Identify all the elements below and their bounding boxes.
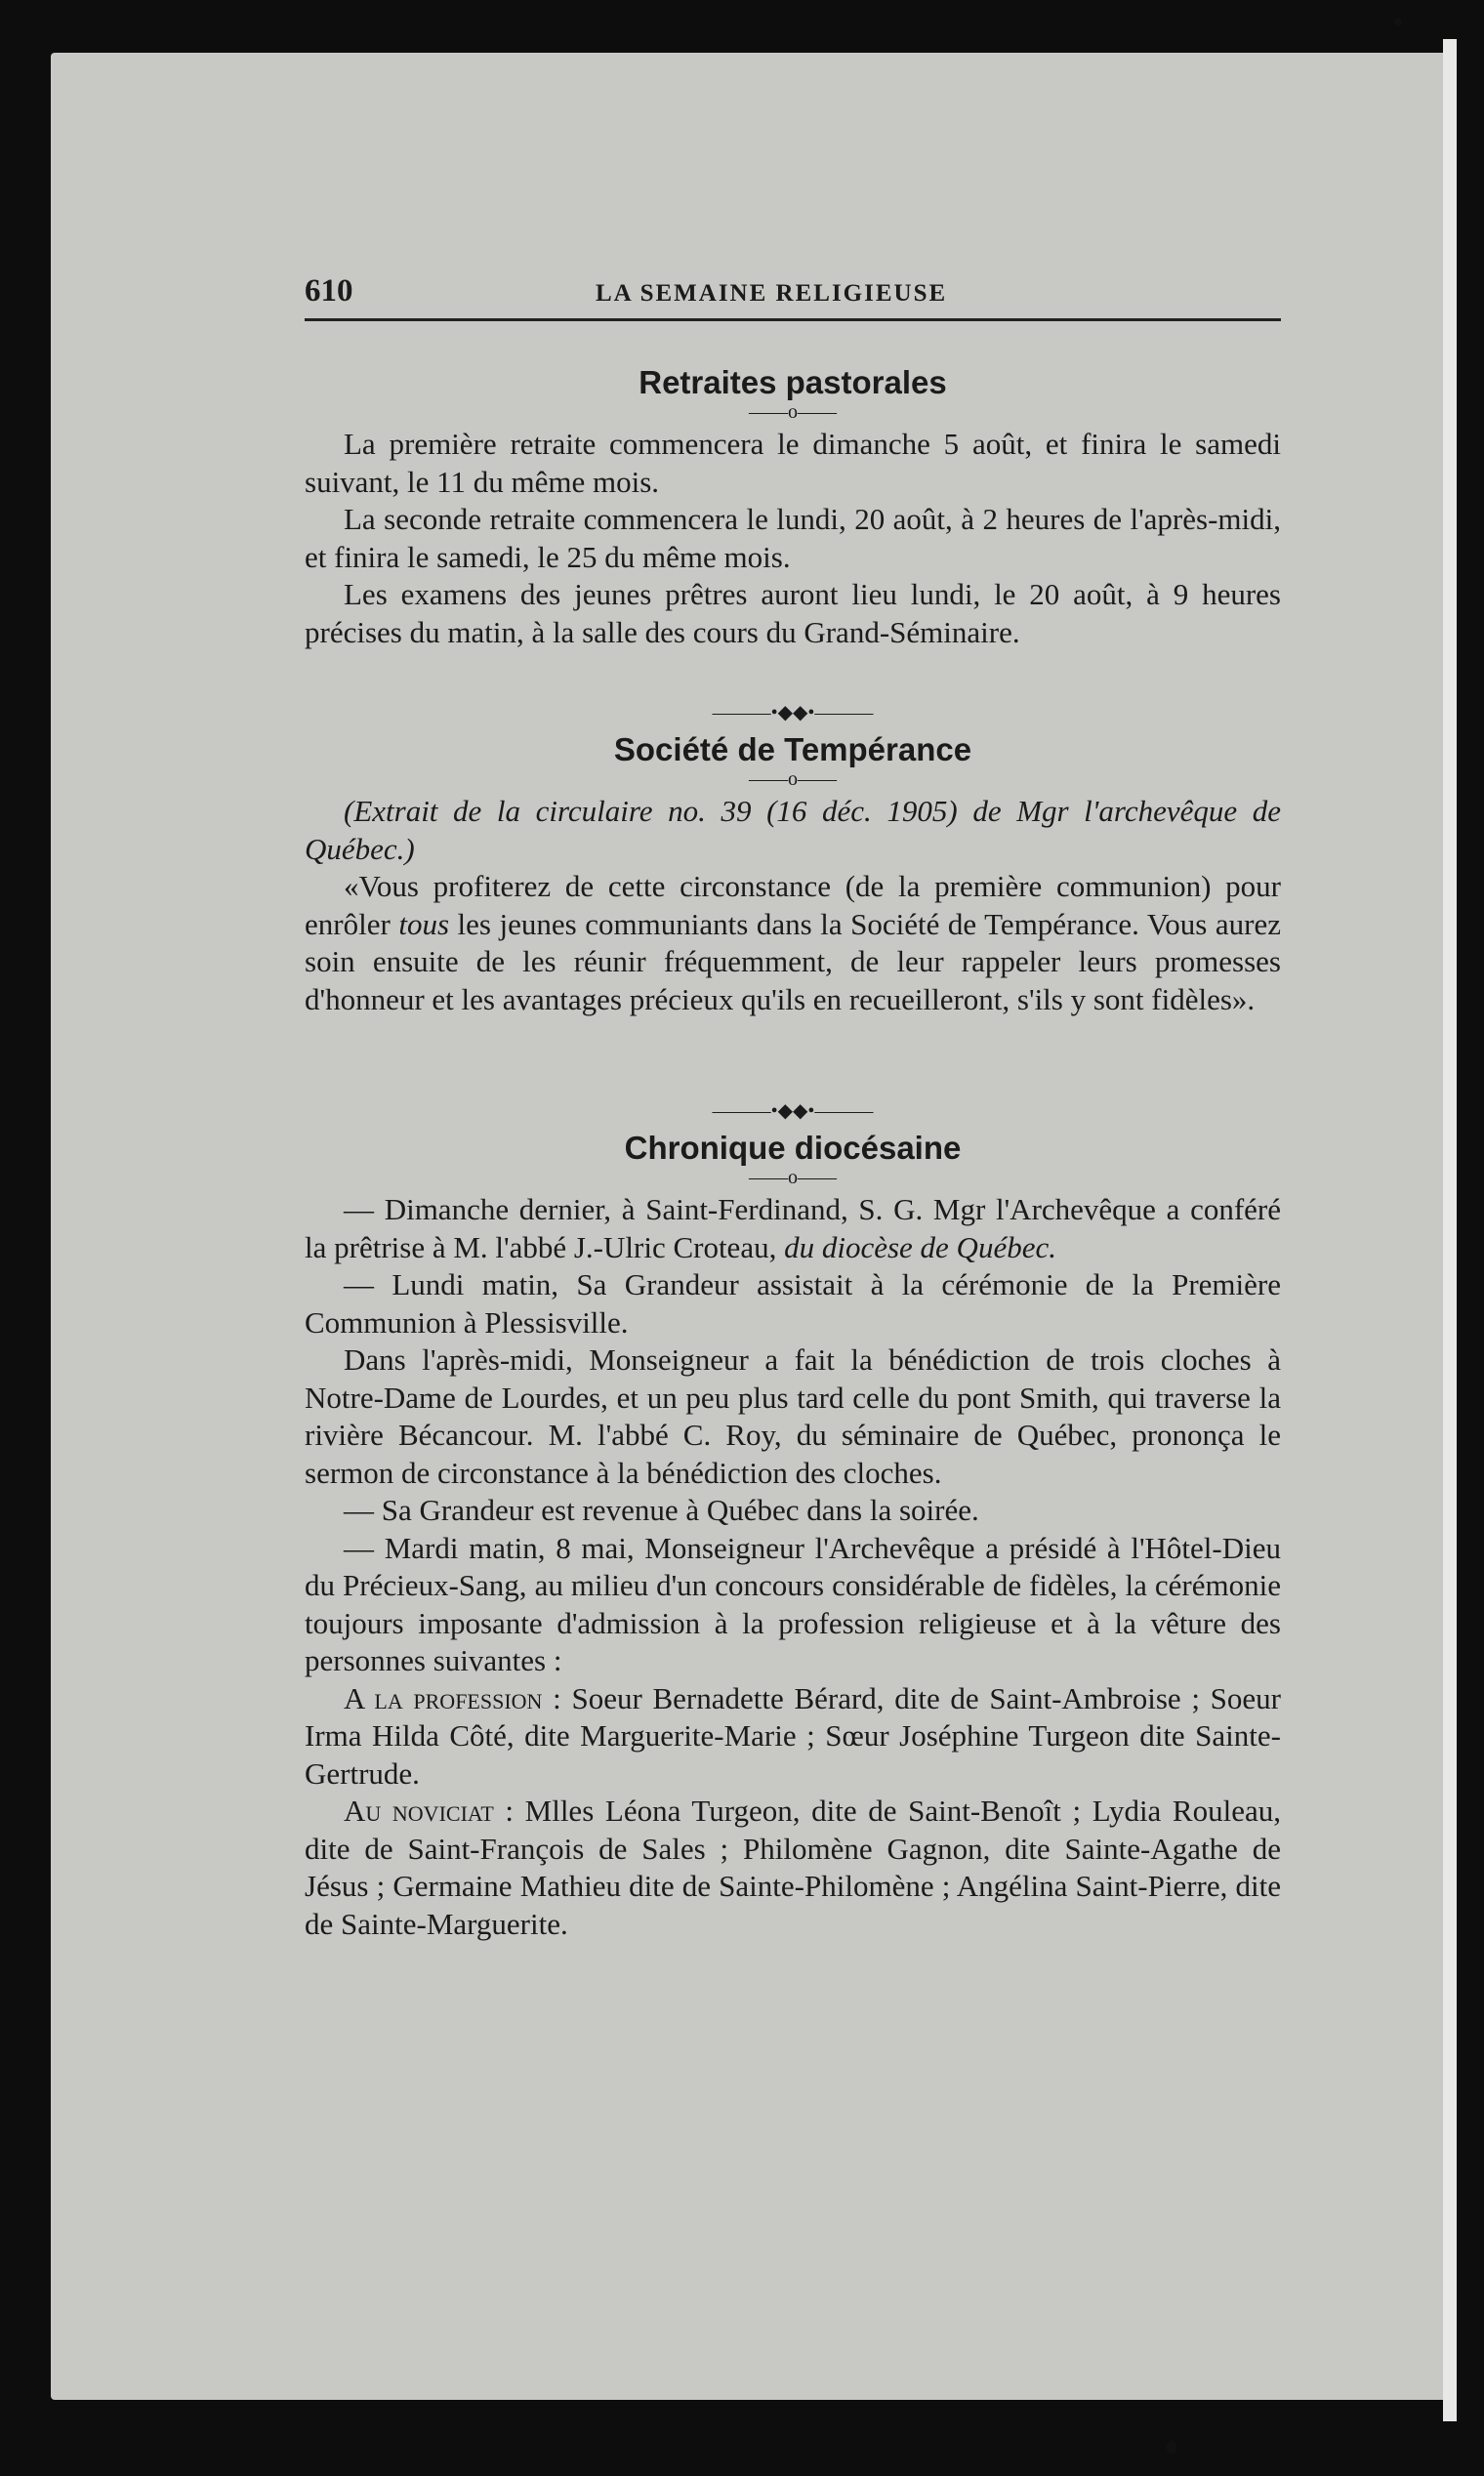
section-title: Chronique diocésaine bbox=[624, 1130, 962, 1166]
paragraph: Dans l'après-midi, Monseigneur a fait la bénédiction de trois cloches à Notre-Dame de Lourdes, et un peu plus tard celle du pont Smith, qui traverse la rivière Bécancour. M. l'abbé C. Roy, du séminaire de Québec, prononça le sermon de circonstance à la bénédiction des cloches. bbox=[305, 1342, 1281, 1490]
section-temperance bbox=[305, 701, 1281, 1018]
section-title: Société de Tempérance bbox=[613, 731, 972, 767]
quote-emphasis: tous bbox=[398, 906, 450, 941]
quote-text: les jeunes communiants dans la Société de Tempérance. Vous aurez soin ensuite de les réunir fréquemment, de leur rappeler leurs promesses d'honneur et les avantages précieux qu'ils en recueilleront, s'ils y sont fidèles». bbox=[305, 906, 1281, 1016]
quote-paragraph bbox=[305, 868, 1281, 1018]
text-block bbox=[305, 273, 1282, 1941]
section-rule: ——o—— bbox=[749, 1167, 837, 1188]
paragraph: — Sa Grandeur est revenue à Québec dans la soirée. bbox=[344, 1493, 979, 1527]
paragraph: — Mardi matin, 8 mai, Monseigneur l'Archevêque a présidé à l'Hôtel-Dieu du Précieux-Sang, au milieu d'un concours considérable de fidèles, la cérémonie toujours imposante d'admission à la profession religieuse et à la vêture des personnes suivantes : bbox=[305, 1530, 1281, 1677]
profession-paragraph bbox=[305, 1680, 1281, 1794]
running-head: LA SEMAINE RELIGIEUSE bbox=[596, 280, 948, 307]
film-speck bbox=[1394, 18, 1402, 25]
profession-label: A la profession bbox=[344, 1680, 543, 1715]
paragraph: La seconde retraite commencera le lundi, 20 août, à 2 heures de l'après-midi, et finira le samedi, le 25 du même mois. bbox=[305, 502, 1281, 574]
noviciat-label: Au noviciat bbox=[344, 1794, 494, 1828]
paragraph-text: — Dimanche dernier, à Saint-Ferdinand, S. G. Mgr l'Archevêque a conféré la prêtrise à M. l'abbé J.-Ulric Croteau, bbox=[305, 1192, 1281, 1264]
page-number: 610 bbox=[305, 273, 353, 309]
paragraph: La première retraite commencera le dimanche 5 août, et finira le samedi suivant, le 11 du même mois. bbox=[305, 427, 1281, 499]
paragraph: Les examens des jeunes prêtres auront lieu lundi, le 20 août, à 9 heures précises du matin, à la salle des cours du Grand-Séminaire. bbox=[305, 577, 1281, 649]
section-chronique bbox=[305, 1099, 1281, 1943]
page-header bbox=[305, 273, 1281, 321]
page-edge bbox=[1443, 39, 1457, 2421]
section-title: Retraites pastorales bbox=[639, 364, 947, 400]
section-ornament: ———•◆◆•——— bbox=[712, 1100, 874, 1122]
section-rule: ——o—— bbox=[749, 401, 837, 423]
source-note-text: (Extrait de la circulaire no. 39 (16 déc. 1905) de Mgr l'archevêque de Québec.) bbox=[305, 794, 1281, 866]
film-speck bbox=[1167, 2441, 1176, 2455]
paragraph: — Lundi matin, Sa Grandeur assistait à la cérémonie de la Première Communion à Plessisville. bbox=[305, 1267, 1281, 1340]
noviciat-paragraph bbox=[305, 1793, 1281, 1943]
profession-text: : Soeur Bernadette Bérard, dite de Saint-Ambroise ; Soeur Irma Hilda Côté, dite Marguerite-Marie ; Sœur Joséphine Turgeon dite Sainte-Gertrude. bbox=[305, 1680, 1282, 1791]
paragraph-emphasis: du diocèse de Québec. bbox=[784, 1229, 1056, 1264]
section-rule: ——o—— bbox=[749, 768, 837, 790]
paragraph bbox=[305, 1191, 1281, 1266]
source-note bbox=[305, 793, 1281, 868]
noviciat-text: : Mlles Léona Turgeon, dite de Saint-Benoît ; Lydia Rouleau, dite de Saint-François de Sales ; Philomène Gagnon, dite Sainte-Agathe de Jésus ; Germaine Mathieu dite de Sainte-Philomène ; Angélina Saint-Pierre, dite de Sainte-Marguerite. bbox=[305, 1794, 1281, 1941]
quote-text: «Vous profiterez de cette circonstance (de la première communion) pour enrôler bbox=[305, 869, 1281, 941]
section-ornament: ———•◆◆•——— bbox=[712, 702, 874, 723]
section-retraites bbox=[305, 363, 1281, 651]
